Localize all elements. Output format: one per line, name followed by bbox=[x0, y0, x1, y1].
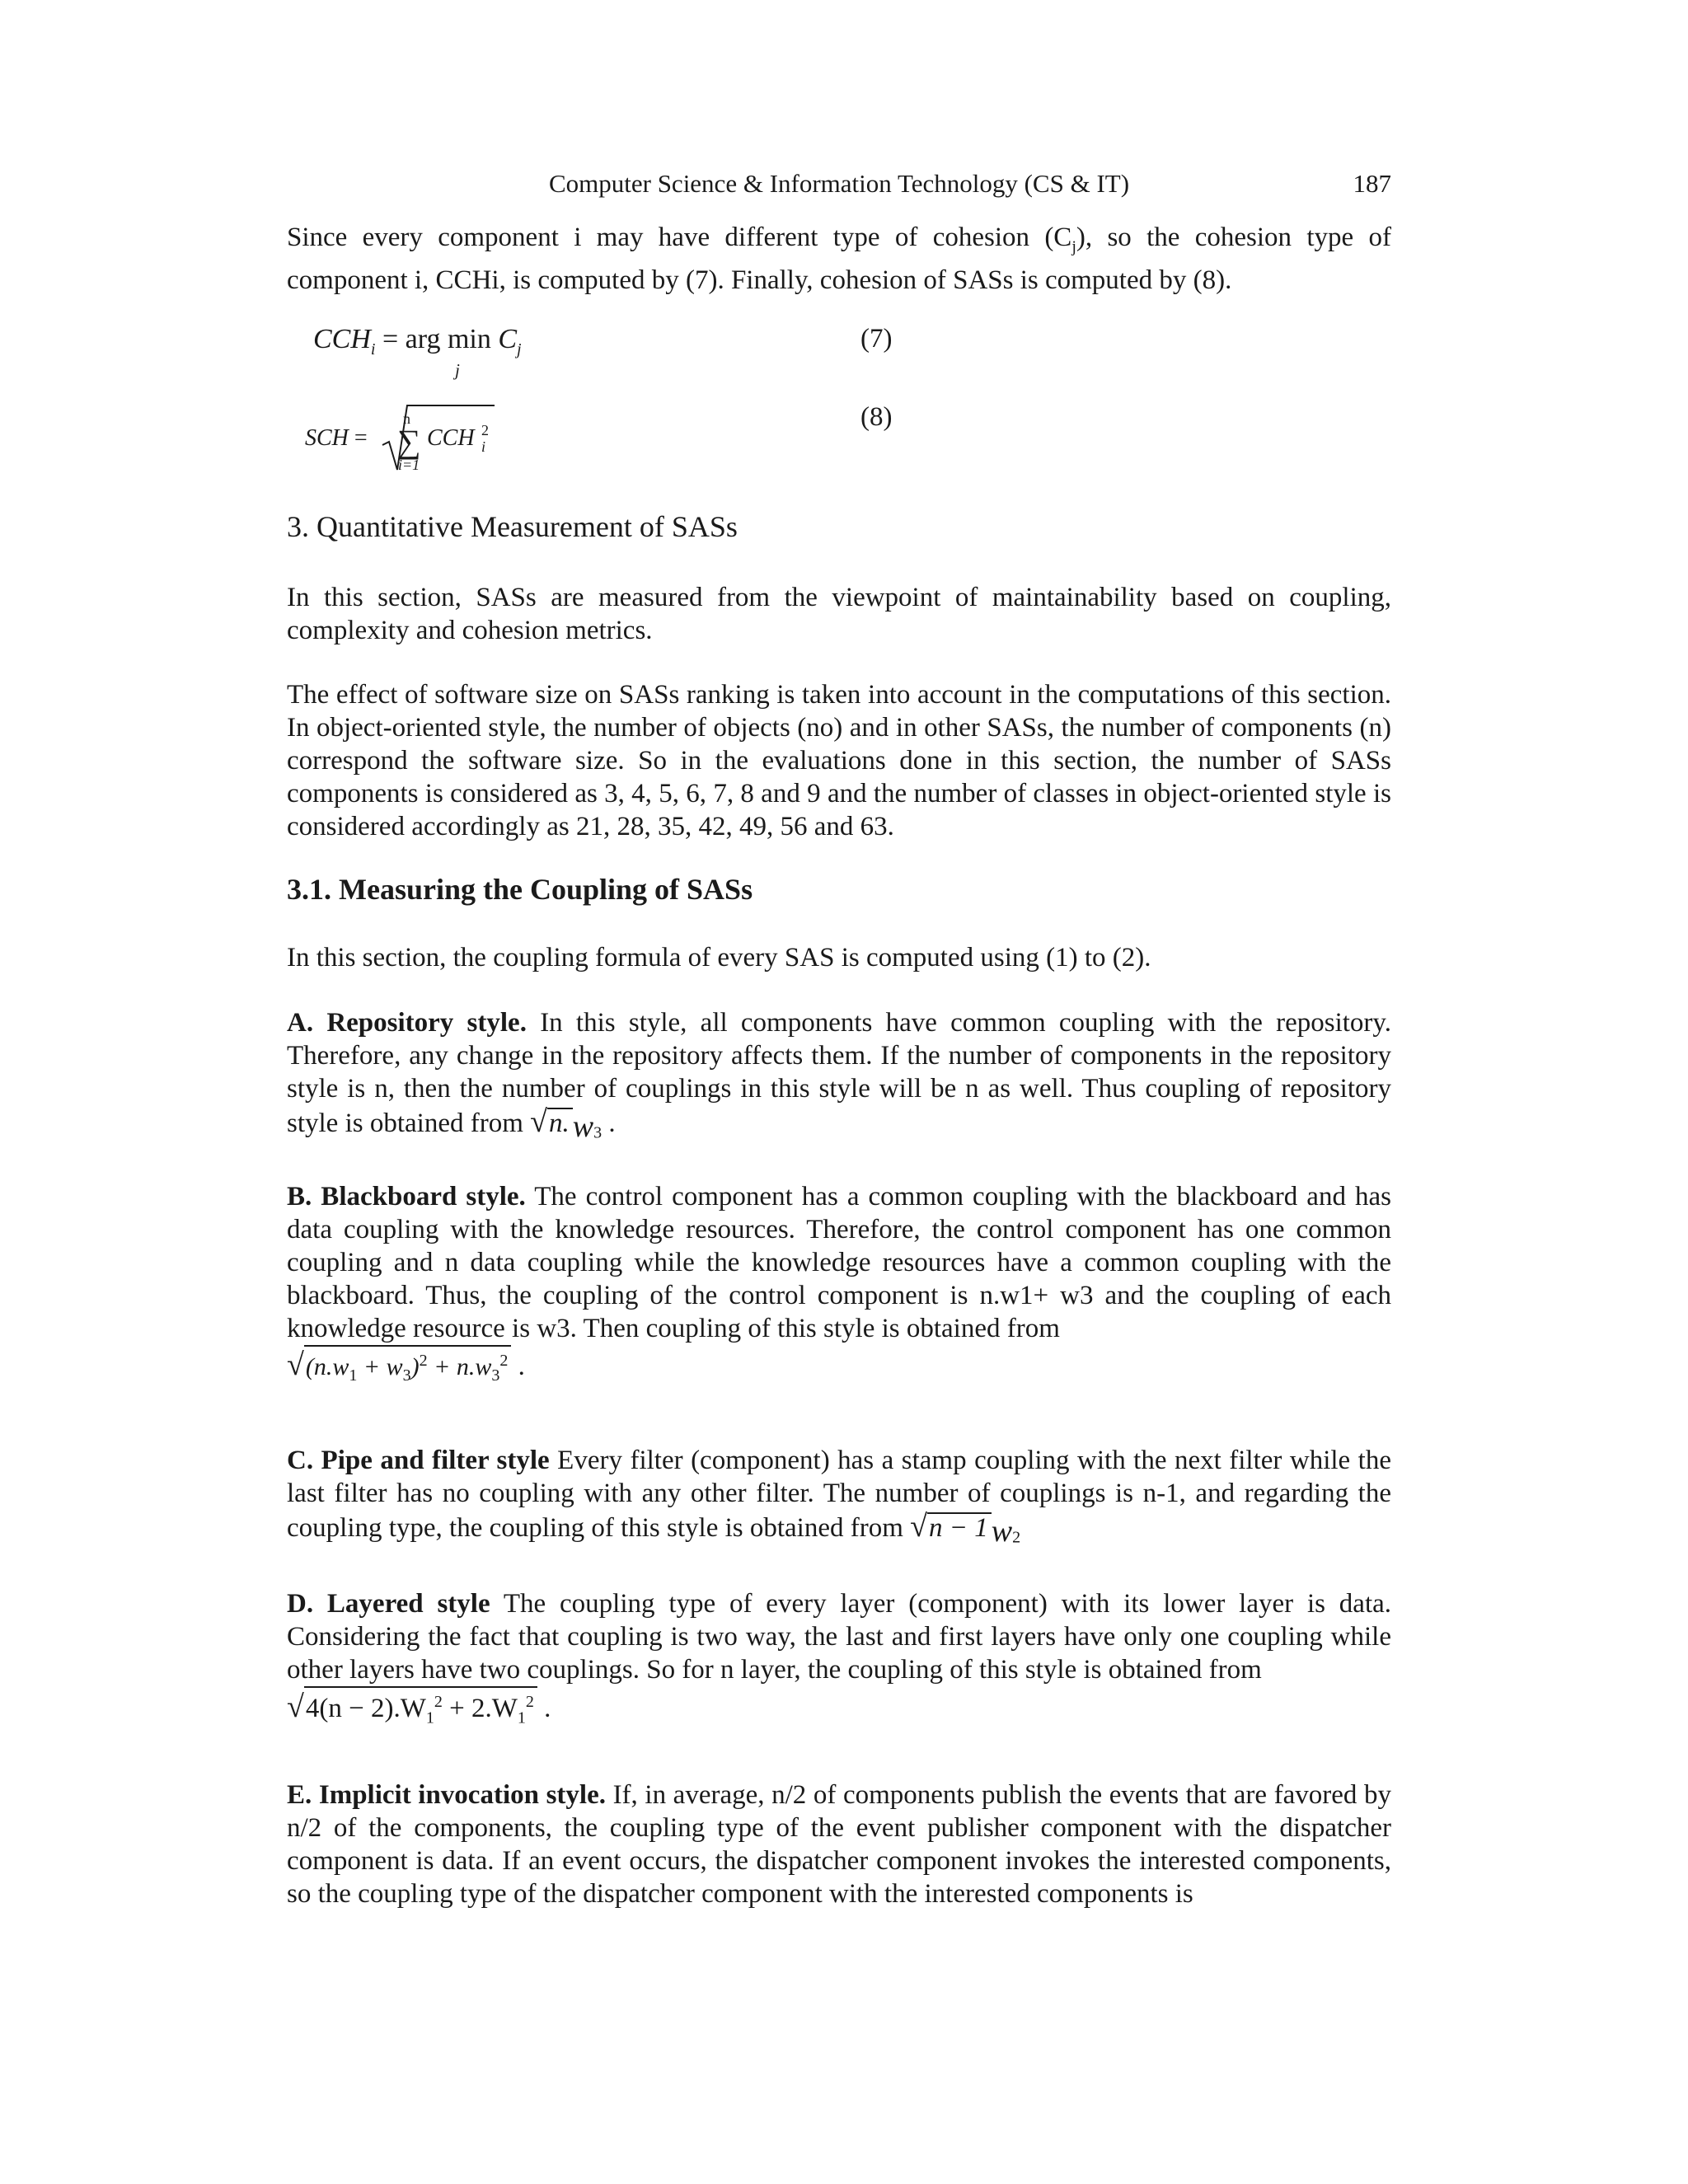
style-b-p1: 2 bbox=[419, 1352, 428, 1370]
style-d-s2: 1 bbox=[517, 1708, 526, 1727]
section-3-1-paragraph: In this section, the coupling formula of every SAS is computed using (1) to (2). bbox=[287, 943, 1151, 972]
journal-title: Computer Science & Information Technology (CS & IT) bbox=[548, 169, 1130, 198]
style-c-w: w bbox=[991, 1514, 1013, 1549]
style-b-s2: 3 bbox=[402, 1366, 411, 1385]
style-b-s1: 1 bbox=[349, 1366, 358, 1385]
style-e-text: If, in average, n/2 of components publish the events that are favored by n/2 of the components, the coupling type of the event publisher component with the dispatcher component is data. If an event occurs, the dispatcher component invokes the interested components, so the coupling type of the dispatcher component with the interested components is bbox=[287, 1780, 1391, 1909]
style-a-paragraph bbox=[287, 1006, 1391, 1150]
style-d-p2: 2 bbox=[525, 1693, 534, 1711]
eq8-lhs-text: SCH bbox=[305, 425, 349, 451]
eq8-body-sup: 2 bbox=[481, 422, 489, 438]
eq7-argmin: = arg min bbox=[382, 324, 491, 354]
section-3-paragraph-2: The effect of software size on SASs ranking is taken into account in the computations of this section. In object-oriented style, the number of objects (no) and in other SASs, the number of components (n) correspond the software size. So in the evaluations done in this section, the number of SASs components is considered as 3, 4, 5, 6, 7, 8 and 9 and the number of classes in object-oriented style is considered accordingly as 21, 28, 35, 42, 49, 56 and 63. bbox=[287, 680, 1391, 841]
style-d-p1: 2 bbox=[434, 1693, 443, 1711]
style-d-formula: $√4(n - 2).W_1^2 + 2.W_1^2$ bbox=[287, 1694, 537, 1723]
intro-text-a: Since every component i may have different type of cohesion (C bbox=[287, 223, 1072, 252]
style-c-label: C. Pipe and filter style bbox=[287, 1446, 550, 1475]
style-b-label: B. Blackboard style. bbox=[287, 1182, 526, 1212]
style-b-f-a: (n.w bbox=[305, 1353, 349, 1380]
equation-7 bbox=[313, 324, 522, 359]
eq8-body-sub: i bbox=[481, 438, 486, 455]
style-d-end: . bbox=[537, 1694, 551, 1723]
style-a-text: In this style, all components have common coupling with the repository. Therefore, any change in the repository affects them. If the number of components in the repository style is n, then the number of couplings in this style will be n as well. Thus coupling of repository style is obtained from bbox=[287, 1008, 1391, 1138]
style-a-end: . bbox=[602, 1108, 616, 1138]
style-d-label: D. Layered style bbox=[287, 1589, 490, 1619]
eq8-lhs bbox=[305, 425, 368, 452]
eq7-under: j bbox=[455, 360, 460, 380]
eq7-lhs: CCH bbox=[313, 324, 371, 354]
style-e-paragraph bbox=[287, 1779, 1391, 1910]
style-a-label: A. Repository style. bbox=[287, 1008, 527, 1038]
eq7-lhs-sub: i bbox=[370, 340, 376, 359]
style-c-text: Every filter (component) has a stamp coupling with the next filter while the last filter has no coupling with any other filter. The number of couplings is n-1, and regarding the coupling type, the coupling of this style is obtained from bbox=[287, 1446, 1391, 1543]
style-a-formula: √n. $w_3$ bbox=[530, 1104, 603, 1144]
style-b-f-b: + w bbox=[357, 1353, 403, 1380]
style-b-f-d: + n.w bbox=[427, 1353, 492, 1380]
style-d-f-a: 4(n − 2).W bbox=[305, 1694, 426, 1723]
section-3-heading: 3. Quantitative Measurement of SASs bbox=[287, 510, 738, 543]
intro-paragraph bbox=[287, 221, 1391, 297]
style-b-paragraph bbox=[287, 1180, 1391, 1390]
eq8-body-text: CCH bbox=[427, 425, 475, 451]
style-b-f-c: ) bbox=[410, 1353, 420, 1380]
eq8-sigma: ∑ bbox=[397, 423, 421, 460]
style-a-w: w bbox=[572, 1109, 594, 1144]
style-e-label: E. Implicit invocation style. bbox=[287, 1780, 606, 1810]
style-b-s3: 3 bbox=[491, 1366, 500, 1385]
eq7-number: (7) bbox=[860, 324, 893, 354]
style-b-formula: $√(n.w_1 + w_3)^2 + n.w_3^2$ bbox=[287, 1353, 511, 1380]
eq8-lower-limit: i=1 bbox=[398, 457, 420, 473]
intro-subscript: j bbox=[1071, 237, 1076, 256]
section-3-paragraph-1: In this section, SASs are measured from the viewpoint of maintainability based on coupling, complexity and cohesion metrics. bbox=[287, 583, 1391, 645]
eq8-equals: = bbox=[354, 425, 368, 451]
eq7-rhs-sub: j bbox=[517, 340, 522, 359]
style-c-radicand: n − 1 bbox=[927, 1512, 992, 1542]
style-c-sub: 2 bbox=[1012, 1528, 1021, 1547]
section-3-1-heading: 3.1. Measuring the Coupling of SASs bbox=[287, 873, 753, 906]
eq8-number: (8) bbox=[860, 402, 893, 432]
style-b-text: The control component has a common coupling with the blackboard and has data coupling with the knowledge resources. Therefore, the control component has one common coupling and n data coupling while the knowledge resources have a common coupling with the blackboard. Thus, the coupling of the control component is n.w1+ w3 and the coupling of each knowledge resource is w3. Then coupling of this style is obtained from bbox=[287, 1182, 1391, 1343]
style-a-radicand: n. bbox=[547, 1108, 573, 1137]
page-number: 187 bbox=[1353, 169, 1391, 198]
style-d-text: The coupling type of every layer (component) with its lower layer is data. Considering the fact that coupling is two way, the last and first layers have only one coupling while other layers have two couplings. So for n layer, the coupling of this style is obtained from bbox=[287, 1589, 1392, 1685]
style-b-p2: 2 bbox=[499, 1352, 509, 1370]
eq8-upper-limit: n bbox=[403, 410, 410, 427]
eq8-body bbox=[427, 425, 475, 452]
style-b-end: . bbox=[511, 1352, 525, 1381]
style-c-paragraph bbox=[287, 1444, 1391, 1554]
style-d-f-b: + 2.W bbox=[442, 1694, 518, 1723]
running-header bbox=[287, 169, 1391, 207]
style-c-formula: √n − 1 $w_2$ bbox=[910, 1509, 1021, 1549]
style-d-s1: 1 bbox=[425, 1708, 434, 1727]
intro-text-b: ), so the cohesion type of component i, CCHi, is computed by (7). Finally, cohesion of SASs is computed by (8). bbox=[287, 223, 1391, 295]
style-d-paragraph bbox=[287, 1587, 1391, 1732]
eq7-rhs: C bbox=[498, 324, 518, 354]
style-a-sub: 3 bbox=[593, 1123, 603, 1142]
